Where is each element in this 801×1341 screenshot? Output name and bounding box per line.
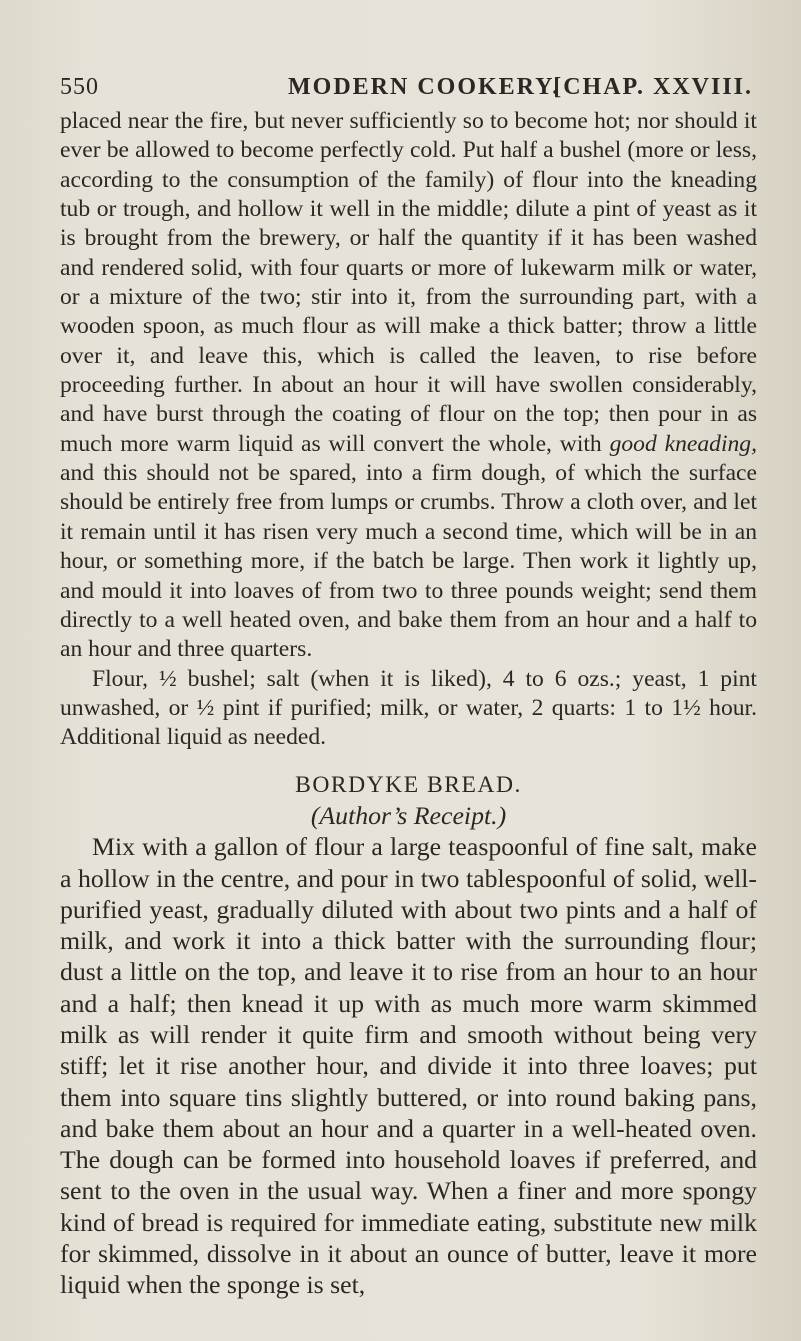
running-head xyxy=(60,74,753,104)
paragraph-text-start: placed near the fire, but never sufficiently so to become hot; nor should it ever be allowed to become perfectly cold. Put half a bushel (more or less, according to the consumption of the family) of flour into the kneading tub or trough, and hollow it well in the middle; dilute a pint of yeast as it is brought from the brewery, or half the quantity if it has been washed and rendered solid, with four quarts or more of lukewarm milk or water, or a mixture of the two; stir into it, from the surrounding part, with a wooden spoon, as much flour as will make a thick batter; throw a little over it, and leave this, which is called the leaven, to rise before proceeding further. In about an hour it will have swollen considerably, and have burst through the coating of flour on the top; then pour in as much more warm liquid as will convert the whole, with xyxy=(60,108,757,457)
paragraph-text-end: and this should not be spared, into a firm dough, of which the surface should be entirely free from lumps or crumbs. Throw a cloth over, and let it remain until it has risen very much a second time, which will be in an hour, or something more, if the batch be large. Then work it lightly up, and mould it into loaves of from two to three pounds weight; send them directly to a well heated oven, and bake them from an hour and a half to an hour and three quarters. xyxy=(60,460,757,663)
ingredients-summary: Flour, ½ bushel; salt (when it is liked), 4 to 6 ozs.; yeast, 1 pint unwashed, or ½ pint if purified; milk, or water, 2 quarts: 1 to 1½ hour. Additional liquid as needed. xyxy=(60,665,757,751)
paragraph-bread-method xyxy=(60,107,757,665)
recipe-body: Mix with a gallon of flour a large teaspoonful of fine salt, make a hollow in the centre, and pour in two tablespoonful of solid, well-purified yeast, gradually diluted with about two pints and a half of milk, and work it into a thick batter with the surrounding flour; dust a little on the top, and leave it to rise from an hour to an hour and a half; then knead it up with as much more warm skimmed milk as will render it quite firm and smooth without being very stiff; let it rise another hour, and divide it into three loaves; put them into square tins slightly buttered, or into round baking pans, and bake them about an hour and a quarter in a well-heated oven. The dough can be formed into household loaves if preferred, and sent to the oven in the usual way. When a finer and more spongy kind of bread is required for immediate eating, substitute new milk for skimmed, dissolve in it about an ounce of butter, leave it more liquid when the sponge is set, xyxy=(60,832,757,1300)
body-text xyxy=(60,107,757,1301)
chapter-label: [CHAP. XXVIII. xyxy=(553,74,753,100)
paragraph-italic-phrase: good kneading, xyxy=(609,430,757,457)
recipe-title: BORDYKE BREAD. xyxy=(295,771,522,798)
recipe-subtitle: (Author’s Receipt.) xyxy=(310,800,507,830)
section-spacer xyxy=(60,753,757,771)
page-number: 550 xyxy=(60,74,99,100)
book-title: MODERN COOKERY. xyxy=(288,74,561,100)
